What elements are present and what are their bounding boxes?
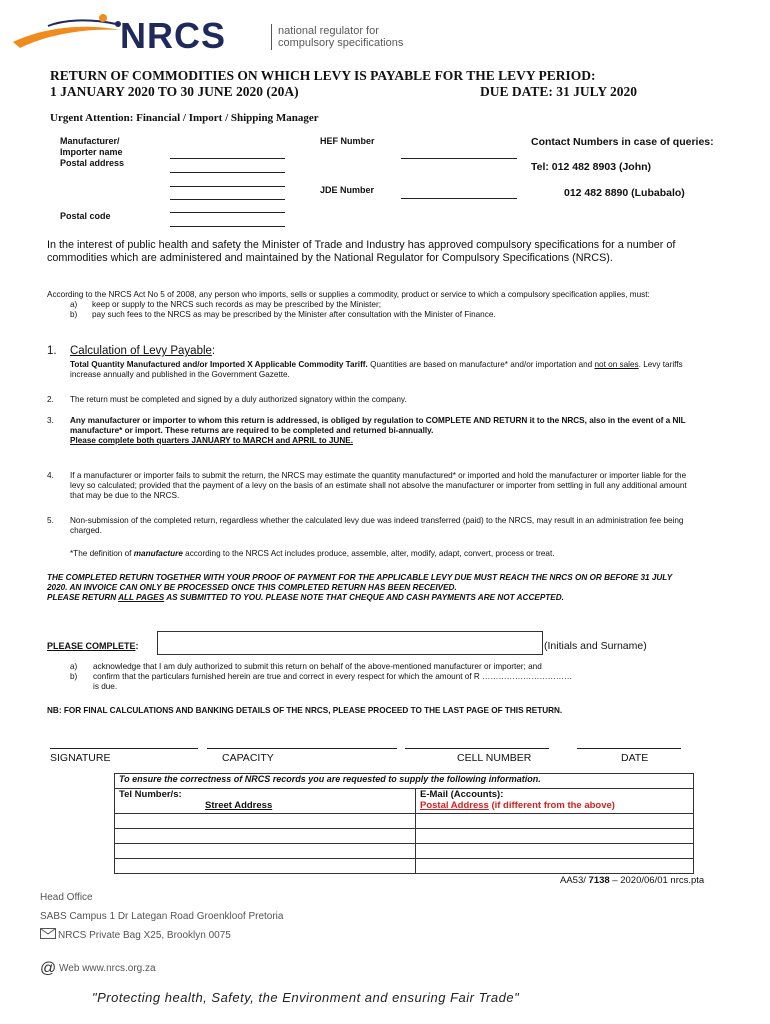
tel-numbers-cell[interactable]: Tel Number/s: Street Address: [115, 789, 416, 814]
records-heading: To ensure the correctness of NRCS records you are requested to supply the following information.: [115, 774, 694, 789]
records-table: [114, 773, 694, 874]
logo-swoosh-icon: [8, 8, 128, 58]
head-office-address: SABS Campus 1 Dr Lategan Road Groenkloof Pretoria: [40, 911, 284, 922]
signature-field[interactable]: [50, 748, 198, 749]
postal-address-field-2[interactable]: [170, 186, 285, 187]
at-sign-icon: @: [40, 960, 57, 977]
declaration: a) acknowledge that I am duly authorized to submit this return on behalf of the above-mentioned manufacturer or importer; and b) confirm that the particulars furnished herein are true and correct in every respect for which the amount of R …………………………… is due.: [70, 662, 573, 691]
section-4-number: 4.: [47, 471, 54, 480]
manufacturer-name-field[interactable]: [170, 158, 285, 159]
manufacture-definition: *The definition of manufacture according to the NRCS Act includes produce, assemble, alter, modify, adapt, convert, process or treat.: [70, 549, 555, 558]
manufacturer-label: Manufacturer/ Importer name Postal address: [60, 136, 125, 168]
form-reference: AA53/ 7138 – 2020/06/01 nrcs.pta: [560, 875, 705, 886]
section-1-number: 1.: [47, 345, 57, 357]
section-1-heading: Calculation of Levy Payable:: [70, 345, 216, 357]
postal-address-field-4[interactable]: [170, 212, 285, 213]
contact-tel-1: Tel: 012 482 8903 (John): [531, 161, 652, 173]
section-2-text: The return must be completed and signed by a duly authorized signatory within the company.: [70, 395, 407, 404]
section-3-text: Any manufacturer or importer to whom this return is addressed, is obliged by regulation to COMPLETE AND RETURN it to the NRCS, also in the event of a NIL manufacture* or import. These returns are required to be completed and returned bi-annually. Please complete both quarters JANUARY to MARCH and APRIL to JUNE.: [70, 416, 686, 445]
intro-paragraph: In the interest of public health and safety the Minister of Trade and Industry has approved compulsory specifications for a number of commodities which are administered and maintained by the National Regulator for Compulsory Specifications (NRCS).: [47, 239, 676, 264]
nb-note: NB: FOR FINAL CALCULATIONS AND BANKING DETAILS OF THE NRCS, PLEASE PROCEED TO THE LAST PAGE OF THIS RETURN.: [47, 706, 563, 715]
signature-label: SIGNATURE: [50, 752, 111, 764]
cell-number-field[interactable]: [405, 748, 549, 749]
table-row[interactable]: [115, 814, 416, 829]
section-3-number: 3.: [47, 416, 54, 425]
table-row[interactable]: [115, 844, 416, 859]
postal-code-field[interactable]: [170, 226, 285, 227]
email-accounts-cell[interactable]: E-Mail (Accounts): Postal Address (if different from the above): [416, 789, 694, 814]
contact-label: Contact Numbers in case of queries:: [531, 136, 714, 148]
jde-label: JDE Number: [320, 185, 375, 195]
postal-address-field-1[interactable]: [170, 172, 285, 173]
initials-surname-input[interactable]: [157, 631, 543, 655]
section-2-number: 2.: [47, 395, 54, 404]
table-row[interactable]: [115, 859, 416, 874]
nrcs-logo: [8, 8, 268, 58]
postal-code-label: Postal code: [60, 211, 111, 221]
logo-wordmark: NRCS: [120, 15, 227, 56]
act-paragraph: According to the NRCS Act No 5 of 2008, any person who imports, sells or supplies a commodity, product or service to which a compulsory specification applies, must: a) keep or supply to the NRCS such records as may be prescribed by the Minister; b) pay such fees to the NRCS as may be prescribed by the Minister after consultation with the Minister of Finance.: [47, 290, 650, 319]
postal-bag: NRCS Private Bag X25, Brooklyn 0075: [40, 928, 231, 941]
jde-number-field[interactable]: [401, 198, 517, 199]
website: @ Web www.nrcs.org.za: [40, 960, 156, 977]
envelope-icon: [40, 928, 56, 939]
cell-number-label: CELL NUMBER: [457, 752, 532, 764]
section-1-text: Total Quantity Manufactured and/or Imported X Applicable Commodity Tariff. Quantities are based on manufacture* and/or importation and not on sales. Levy tariffs increase annually and published in the Government Gazette.: [70, 360, 683, 379]
footer-slogan: "Protecting health, Safety, the Environment and ensuring Fair Trade": [92, 990, 520, 1005]
capacity-field[interactable]: [207, 748, 397, 749]
table-row[interactable]: [416, 829, 694, 844]
due-date: DUE DATE: 31 JULY 2020: [480, 84, 638, 99]
section-5-text: Non-submission of the completed return, regardless whether the calculated levy due was indeed transferred (paid) to the NRCS, may result in an administration fee being charged.: [70, 516, 684, 535]
date-label: DATE: [621, 752, 649, 764]
head-office-label: Head Office: [40, 892, 93, 903]
hef-number-field[interactable]: [401, 158, 517, 159]
document-title: RETURN OF COMMODITIES ON WHICH LEVY IS PAYABLE FOR THE LEVY PERIOD: 1 JANUARY 2020 TO 30 JUNE 2020 (20A) DUE DATE: 31 JULY 2020: [50, 68, 638, 99]
contact-tel-2: 012 482 8890 (Lubabalo): [564, 187, 685, 199]
initials-surname-label: (Initials and Surname): [544, 640, 647, 652]
attention-line: Urgent Attention: Financial / Import / Shipping Manager: [50, 112, 319, 124]
date-field[interactable]: [577, 748, 681, 749]
table-row[interactable]: [416, 814, 694, 829]
section-5-number: 5.: [47, 516, 54, 525]
table-row[interactable]: [416, 859, 694, 874]
logo-divider: [271, 24, 272, 50]
table-row[interactable]: [115, 829, 416, 844]
capacity-label: CAPACITY: [222, 752, 274, 764]
section-4-text: If a manufacturer or importer fails to submit the return, the NRCS may estimate the quantity manufactured* or imported and hold the manufacturer or importer liable for the levy so calculated; provided that the payment of a levy on the basis of an estimate shall not absolve the manufacturer or importer from settling in full any additional amount that may be due to the NRCS.: [70, 471, 687, 500]
logo-tagline: national regulator for compulsory specifications: [278, 25, 404, 49]
postal-address-field-3[interactable]: [170, 199, 285, 200]
hef-label: HEF Number: [320, 136, 375, 146]
payment-notice: THE COMPLETED RETURN TOGETHER WITH YOUR PROOF OF PAYMENT FOR THE APPLICABLE LEVY DUE MUST REACH THE NRCS ON OR BEFORE 31 JULY 2020. AN INVOICE CAN ONLY BE PROCESSED ONCE THIS COMPLETED RETURN HAS BEEN RECEIVED. PLEASE RETURN ALL PAGES AS SUBMITTED TO YOU. PLEASE NOTE THAT CHEQUE AND CASH PAYMENTS ARE NOT ACCEPTED.: [47, 573, 673, 602]
table-row[interactable]: [416, 844, 694, 859]
please-complete-label: PLEASE COMPLETE:: [47, 641, 139, 651]
